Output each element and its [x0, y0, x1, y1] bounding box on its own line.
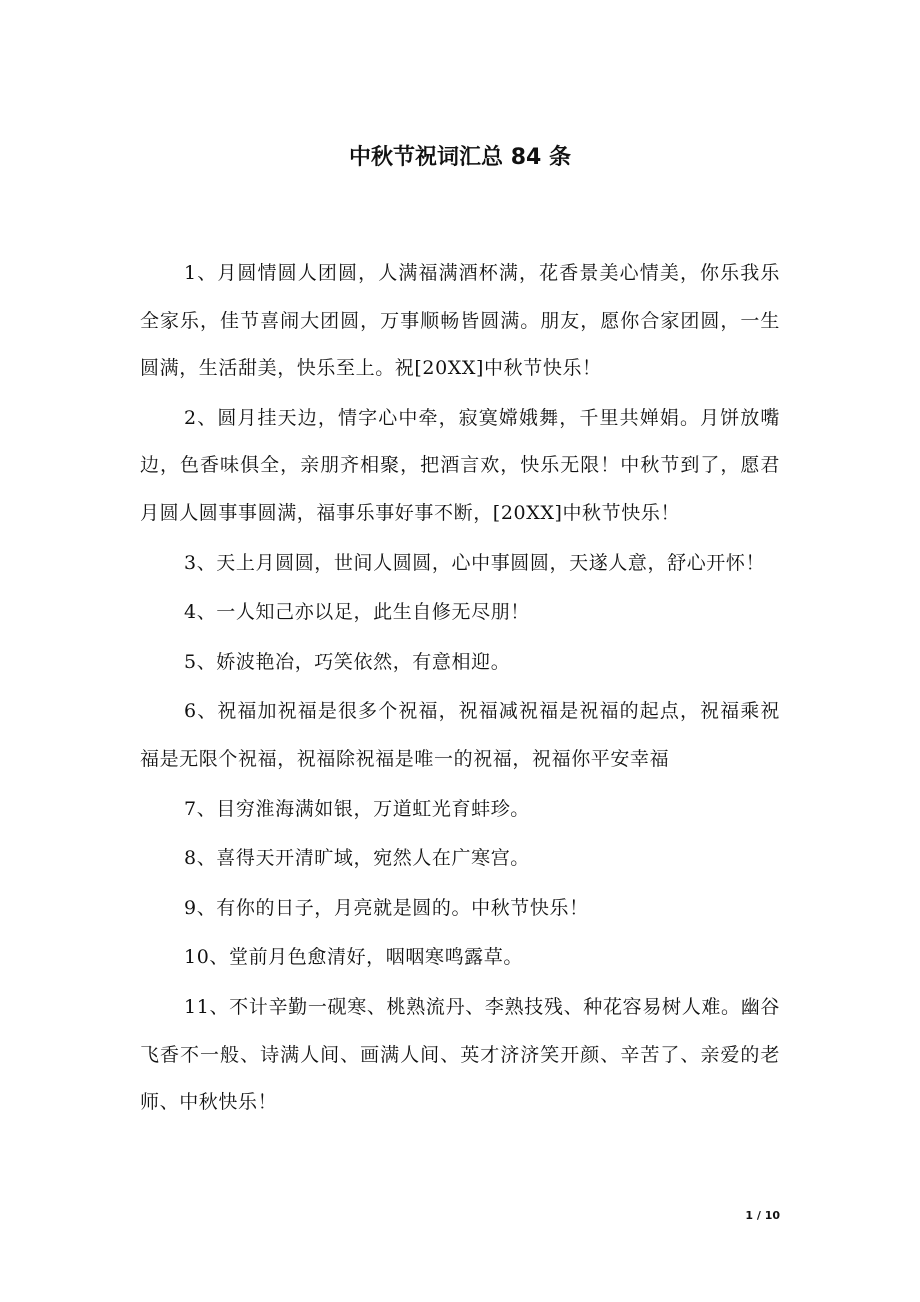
document-body: [140, 250, 780, 1129]
paragraph-2: 2、圆月挂天边，情字心中牵，寂寞嫦娥舞，千里共婵娟。月饼放嘴边，色香味俱全，亲朋齐相聚，把酒言欢，快乐无限！中秋节到了，愿君月圆人圆事事圆满，福事乐事好事不断，[20XX]中秋节快乐！: [140, 406, 780, 524]
paragraph-9: 9、有你的日子，月亮就是圆的。中秋节快乐！: [184, 896, 589, 919]
paragraph-5: 5、娇波艳冶，巧笑依然，有意相迎。: [184, 650, 511, 673]
paragraph-3: 3、天上月圆圆，世间人圆圆，心中事圆圆，天遂人意，舒心开怀！: [184, 551, 766, 574]
page-number: 1 / 10: [745, 1209, 780, 1222]
document-title: 中秋节祝词汇总 84 条: [349, 145, 571, 170]
paragraph-11: 11、不计辛勤一砚寒、桃熟流丹、李熟技残、种花容易树人难。幽谷飞香不一般、诗满人间、画满人间、英才济济笑开颜、辛苦了、亲爱的老师、中秋快乐！: [140, 995, 780, 1114]
paragraph-6: 6、祝福加祝福是很多个祝福，祝福减祝福是祝福的起点，祝福乘祝福是无限个祝福，祝福除祝福是唯一的祝福，祝福你平安幸福: [140, 700, 780, 770]
paragraph-8: 8、喜得天开清旷域，宛然人在广寒宫。: [184, 847, 530, 870]
paragraph-7: 7、目穷淮海满如银，万道虹光育蚌珍。: [184, 797, 530, 820]
paragraph-4: 4、一人知己亦以足，此生自修无尽朋！: [184, 601, 530, 624]
paragraph-1: 1、月圆情圆人团圆，人满福满酒杯满，花香景美心情美，你乐我乐全家乐，佳节喜闹大团圆，万事顺畅皆圆满。朋友，愿你合家团圆，一生圆满，生活甜美，快乐至上。祝[20XX]中秋节快乐！: [140, 262, 780, 380]
paragraph-10: 10、堂前月色愈清好，咽咽寒鸣露草。: [184, 946, 523, 969]
